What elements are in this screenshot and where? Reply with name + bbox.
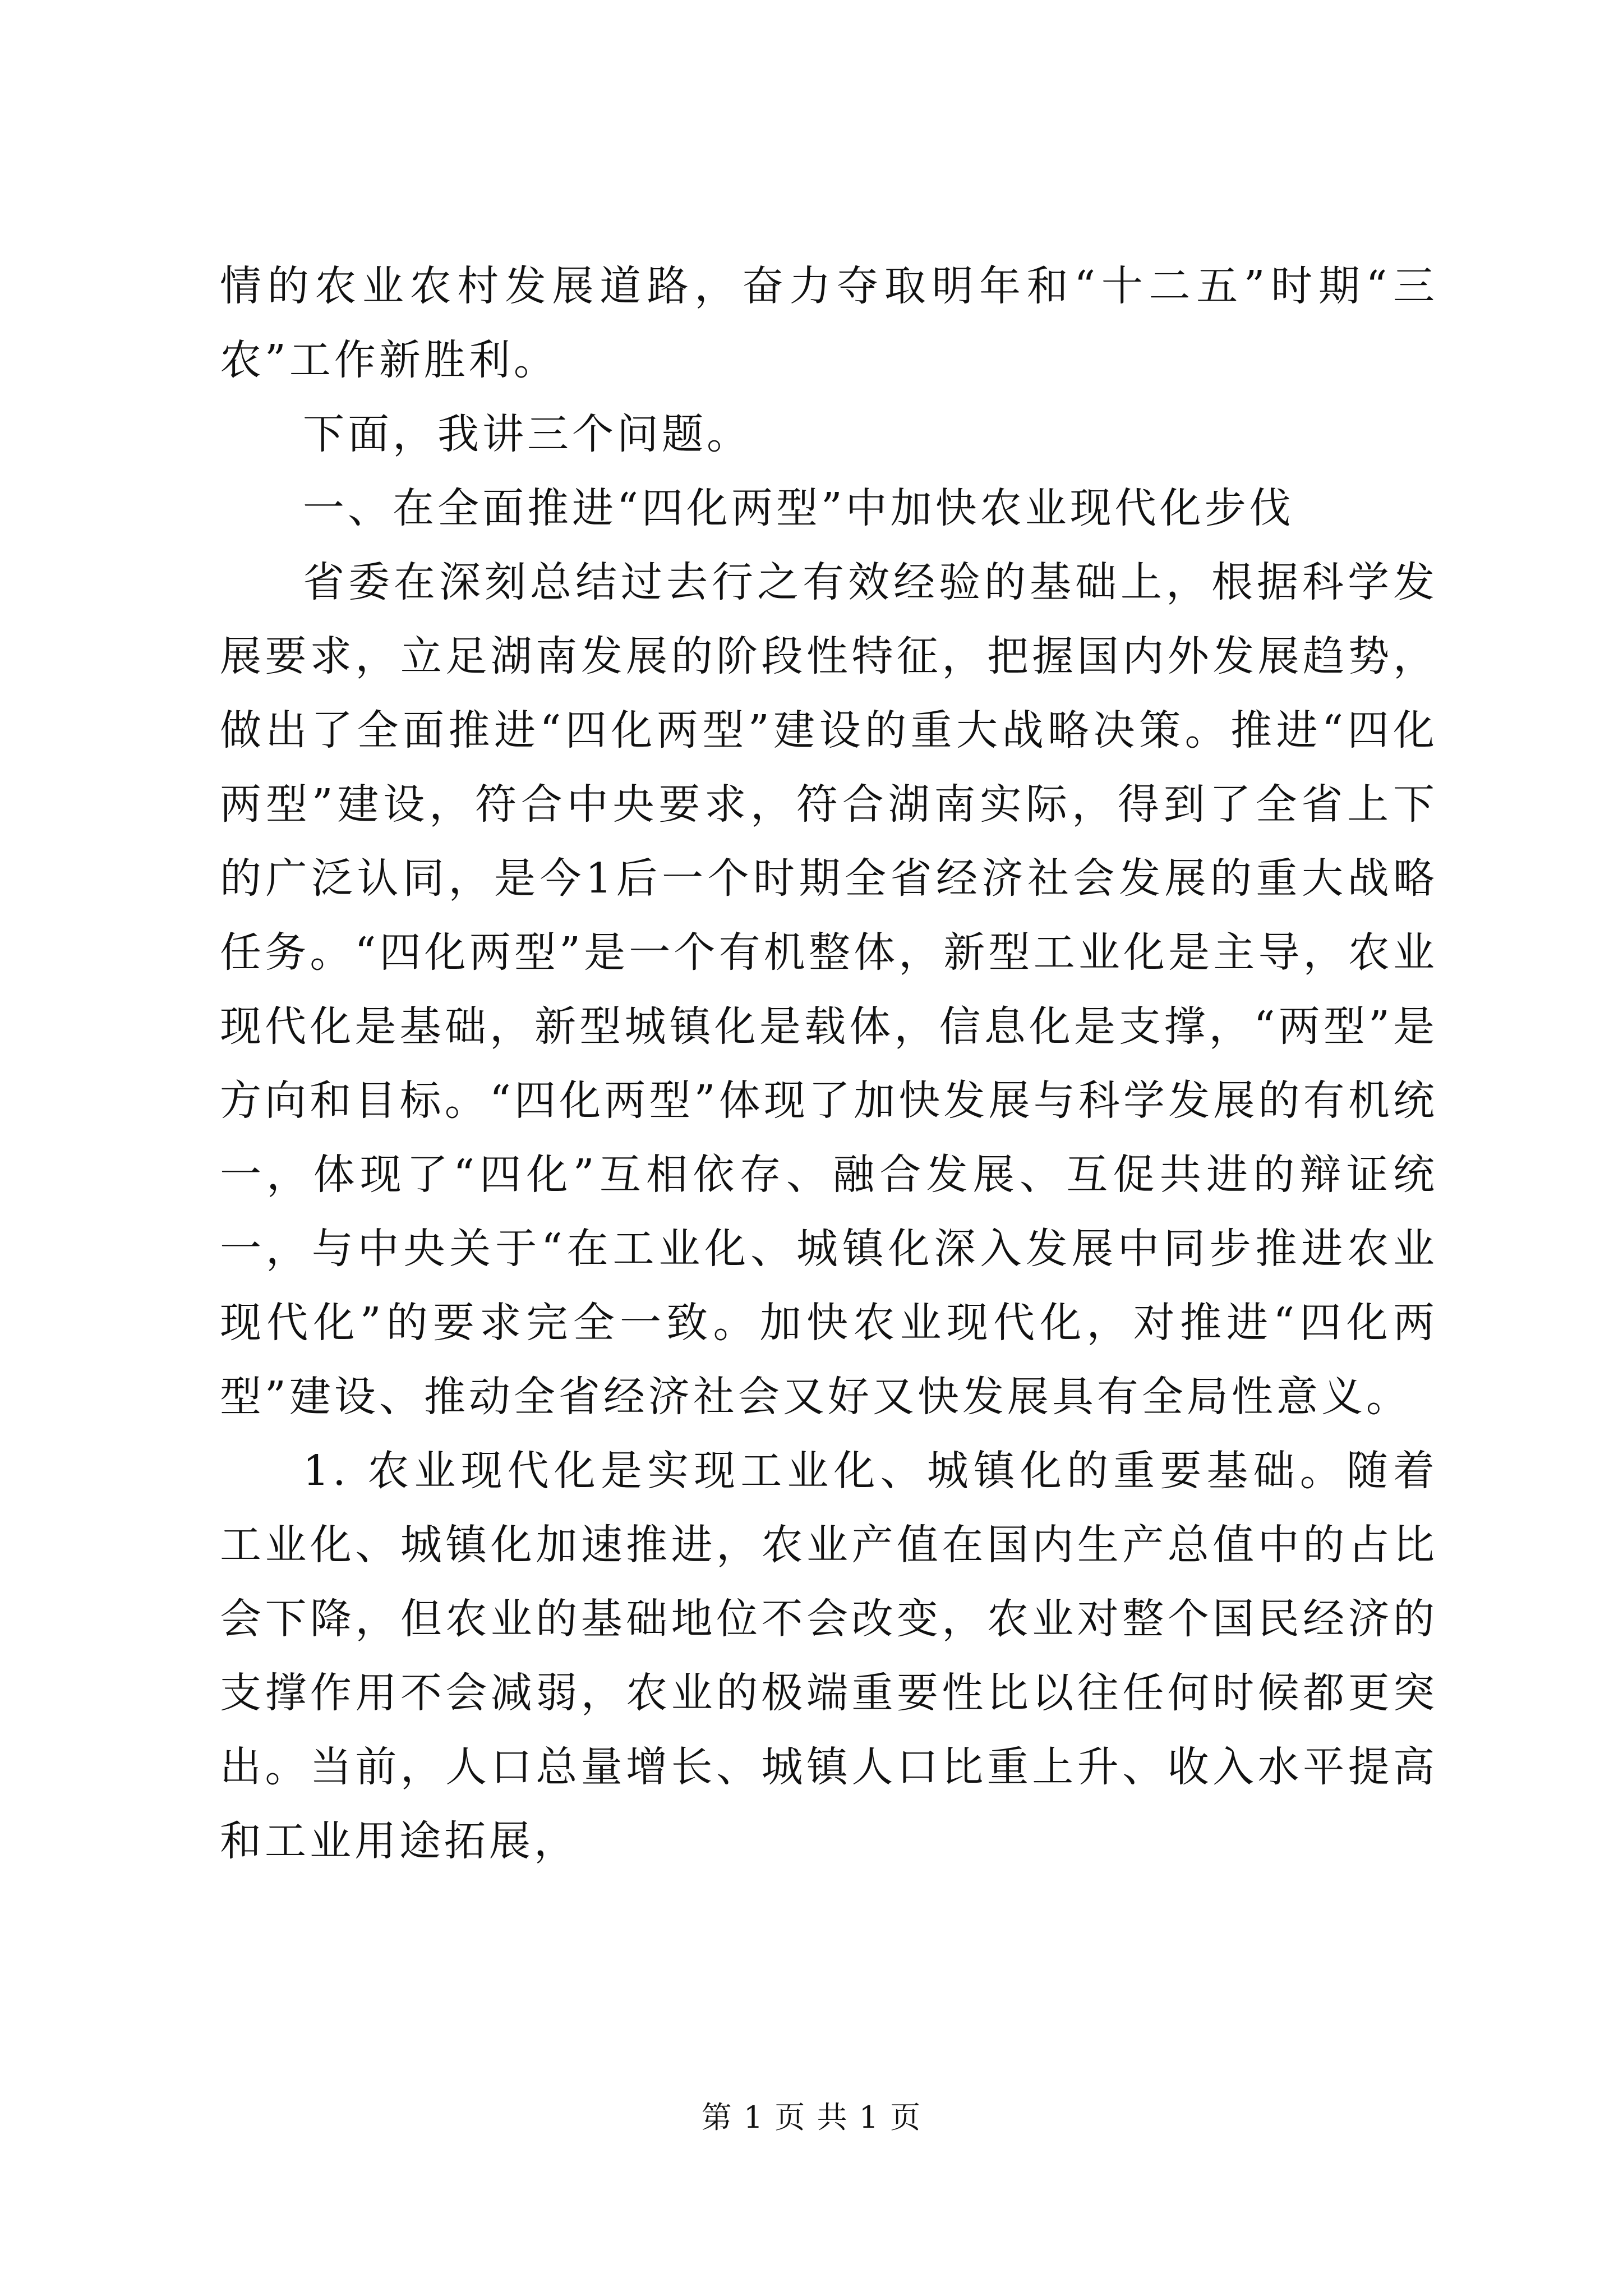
section-heading: 一、在全面推进“四化两型”中加快农业现代化步伐 <box>303 484 1294 532</box>
paragraph-intro: 下面，我讲三个问题。 <box>303 410 751 458</box>
page-footer: 第 1 页 共 1 页 <box>701 2100 922 2135</box>
paragraph-continued: 情的农业农村发展道路，奋力夺取明年和“十二五”时期“三农”工作新胜利。 <box>220 262 1438 384</box>
document-body <box>220 249 1438 1878</box>
paragraph-point-1: 1. 农业现代化是实现工业化、城镇化的重要基础。随着工业化、城镇化加速推进，农业产值在国内生产总值中的占比会下降，但农业的基础地位不会改变，农业对整个国民经济的支撑作用不会减弱，农业的极端重要性比以往任何时候都更突出。当前，人口总量增长、城镇人口比重上升、收入水平提高和工业用途拓展， <box>220 1447 1438 1865</box>
paragraph-strategy: 省委在深刻总结过去行之有效经验的基础上，根据科学发展要求，立足湖南发展的阶段性特征，把握国内外发展趋势，做出了全面推进“四化两型”建设的重大战略决策。推进“四化两型”建设，符合中央要求，符合湖南实际，得到了全省上下的广泛认同，是今1后一个时期全省经济社会发展的重大战略任务。“四化两型”是一个有机整体，新型工业化是主导，农业现代化是基础，新型城镇化是载体，信息化是支撑，“两型”是方向和目标。“四化两型”体现了加快发展与科学发展的有机统一，体现了“四化”互相依存、融合发展、互促共进的辩证统一，与中央关于“在工业化、城镇化深入发展中同步推进农业现代化”的要求完全一致。加快农业现代化，对推进“四化两型”建设、推动全省经济社会又好又快发展具有全局性意义。 <box>220 558 1438 1421</box>
